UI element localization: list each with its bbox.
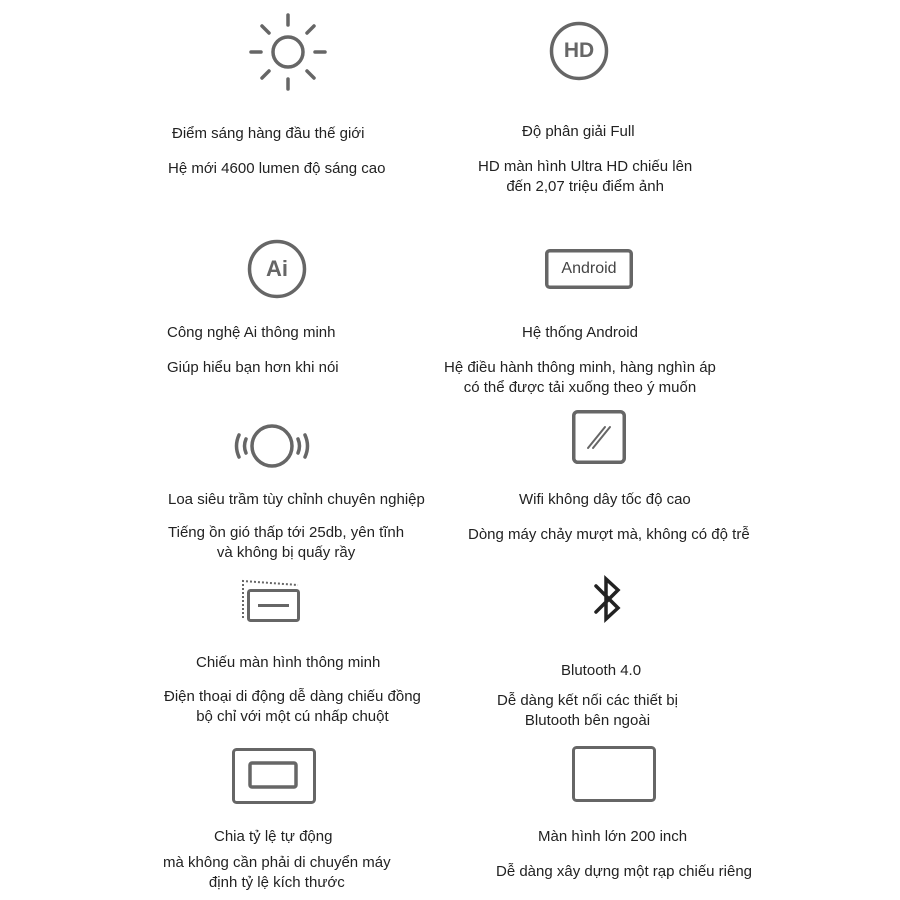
android-icon (545, 249, 633, 289)
feature-desc: Dễ dàng kết nối các thiết bị Blutooth bên ngoài (497, 692, 678, 729)
ai-icon (247, 239, 307, 299)
feature-title: Chiếu màn hình thông minh (196, 654, 381, 671)
feature-desc: Hệ mới 4600 lumen độ sáng cao (168, 160, 386, 177)
feature-title: Màn hình lớn 200 inch (538, 828, 688, 845)
aspect-ratio-icon (232, 748, 316, 804)
feature-title: Công nghệ Ai thông minh (167, 324, 336, 341)
feature-desc: Dễ dàng xây dựng một rạp chiếu riêng (496, 863, 753, 880)
wifi-icon (572, 410, 626, 464)
hd-icon (549, 21, 609, 81)
feature-title: Hệ thống Android (522, 324, 638, 341)
ai-badge-text: Ai (266, 256, 288, 281)
feature-title: Loa siêu trầm tùy chỉnh chuyên nghiệp (168, 491, 425, 508)
feature-desc: Tiếng ồn gió thấp tới 25db, yên tĩnh và không bị quấy rầy (168, 524, 405, 561)
hd-badge-text: HD (563, 39, 595, 62)
feature-desc: mà không cần phải di chuyển máy định tỷ lệ kích thước (163, 854, 391, 891)
feature-desc: Dòng máy chảy mượt mà, không có độ trễ (468, 526, 750, 543)
feature-desc: Hệ điều hành thông minh, hàng nghìn áp có thể được tải xuống theo ý muốn (444, 359, 716, 396)
feature-title: Điểm sáng hàng đầu thế giới (172, 125, 365, 142)
feature-title: Chia tỷ lệ tự động (214, 828, 333, 845)
feature-title: Wifi không dây tốc độ cao (519, 491, 691, 508)
screen-mirror-icon (240, 578, 302, 626)
feature-desc: HD màn hình Ultra HD chiếu lên đến 2,07 triệu điểm ảnh (478, 158, 693, 195)
feature-title: Blutooth 4.0 (561, 662, 642, 679)
feature-desc: Giúp hiểu bạn hơn khi nói (167, 359, 339, 376)
sun-icon (248, 12, 328, 92)
speaker-icon (234, 422, 310, 470)
big-screen-icon (572, 746, 656, 802)
feature-desc: Điện thoại di động dễ dàng chiếu đồng bộ chỉ với một cú nhấp chuột (164, 688, 421, 725)
android-badge-text: Android (561, 260, 617, 277)
feature-title: Độ phân giải Full (522, 123, 635, 140)
bluetooth-icon (590, 571, 624, 627)
